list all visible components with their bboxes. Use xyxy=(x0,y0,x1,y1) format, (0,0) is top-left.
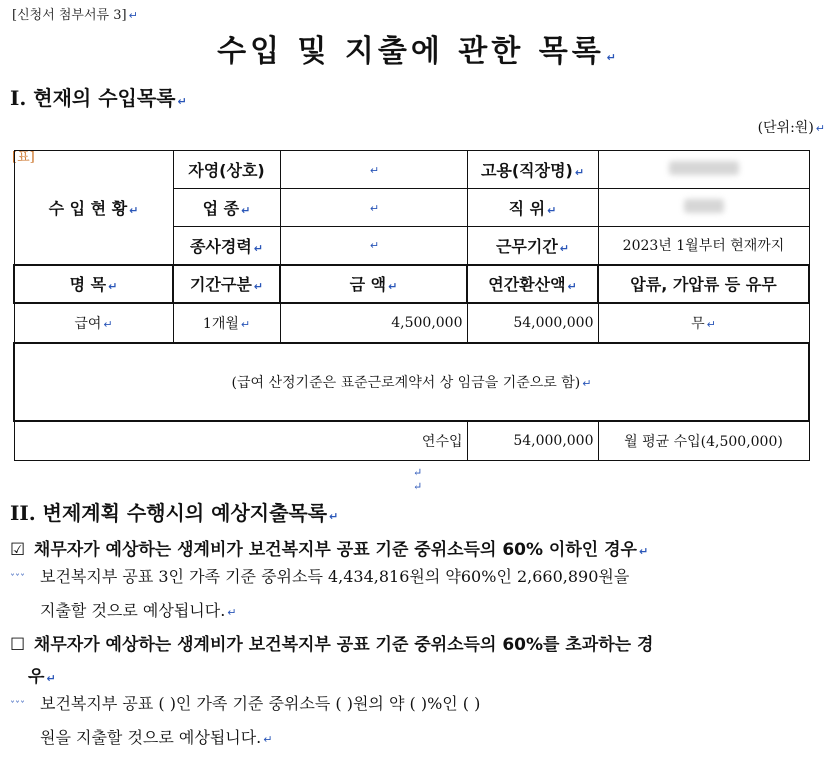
career-value[interactable]: ↵ xyxy=(280,227,467,265)
attachment-tag: [신청서 첨부서류 3] ↵ xyxy=(12,8,138,23)
checkbox-option-2-wrap: 우 ↵ xyxy=(28,667,56,687)
self-employed-label: 자영(상호) xyxy=(173,151,280,189)
section-2-heading: II. 변제계획 수행시의 예상지출목록 ↵ xyxy=(10,501,339,525)
header-period: 기간구분 ↵ xyxy=(173,265,280,303)
industry-value[interactable]: ↵ xyxy=(280,189,467,227)
paragraph-mark: ↵ xyxy=(413,466,423,479)
table-tag: [표] xyxy=(12,150,35,165)
position-label: 직 위 ↵ xyxy=(467,189,598,227)
position-redacted xyxy=(598,189,809,227)
header-annual: 연간환산액 ↵ xyxy=(467,265,598,303)
career-label: 종사경력 ↵ xyxy=(173,227,280,265)
header-amount: 금 액 ↵ xyxy=(280,265,467,303)
page-title: 수입 및 지출에 관한 목록 ↵ xyxy=(217,34,620,69)
paragraph-2: ˇˇˇ 보건복지부 공표 ( )인 가족 기준 중위소득 ( )원의 약 ( )%인 ( ) 원을 지출할 것으로 예상됩니다. ↵ xyxy=(10,694,481,747)
income-table xyxy=(13,150,810,461)
unchecked-box-icon[interactable]: ☐ xyxy=(10,635,26,655)
section-1-heading: I. 현재의 수입목록 ↵ xyxy=(10,86,187,110)
row-seizure: 무 ↵ xyxy=(598,303,809,343)
unit-label: (단위:원) ↵ xyxy=(757,120,825,136)
header-seizure: 압류, 가압류 등 유무 xyxy=(598,265,809,303)
row-period: 1개월 ↵ xyxy=(173,303,280,343)
self-employed-value[interactable]: ↵ xyxy=(280,151,467,189)
row-annual: 54,000,000 xyxy=(467,303,598,343)
industry-label: 업 종 ↵ xyxy=(173,189,280,227)
row-amount: 4,500,000 xyxy=(280,303,467,343)
note-row: (급여 산정기준은 표준근로계약서 상 임금을 기준으로 함) ↵ xyxy=(14,343,809,421)
paragraph-mark: ↵ xyxy=(413,480,423,493)
checkbox-option-2[interactable]: ☐ 채무자가 예상하는 생계비가 보건복지부 공표 기준 중위소득의 60%를 초과하는 경 xyxy=(10,635,654,655)
work-period-value: 2023년 1월부터 현재까지 xyxy=(598,227,809,265)
row-item: 급여 ↵ xyxy=(14,303,173,343)
employed-label: 고용(직장명) ↵ xyxy=(467,151,598,189)
work-period-label: 근무기간 ↵ xyxy=(467,227,598,265)
checked-box-icon[interactable]: ☑ xyxy=(10,540,26,560)
total-value: 54,000,000 xyxy=(467,421,598,461)
checkbox-option-1[interactable]: ☑ 채무자가 예상하는 생계비가 보건복지부 공표 기준 중위소득의 60% 이하인 경우 ↵ xyxy=(10,540,649,560)
employer-name-redacted xyxy=(598,151,809,189)
header-item: 명 목 ↵ xyxy=(14,265,173,303)
paragraph-1: ˇˇˇ 보건복지부 공표 3인 가족 기준 중위소득 4,434,816원의 약60%인 2,660,890원을 지출할 것으로 예상됩니다. ↵ xyxy=(10,567,630,620)
income-status-cell: 수 입 현 황 ↵ xyxy=(14,151,173,265)
monthly-average: 월 평균 수입(4,500,000) xyxy=(598,421,809,461)
total-label: 연수입 xyxy=(14,421,467,461)
